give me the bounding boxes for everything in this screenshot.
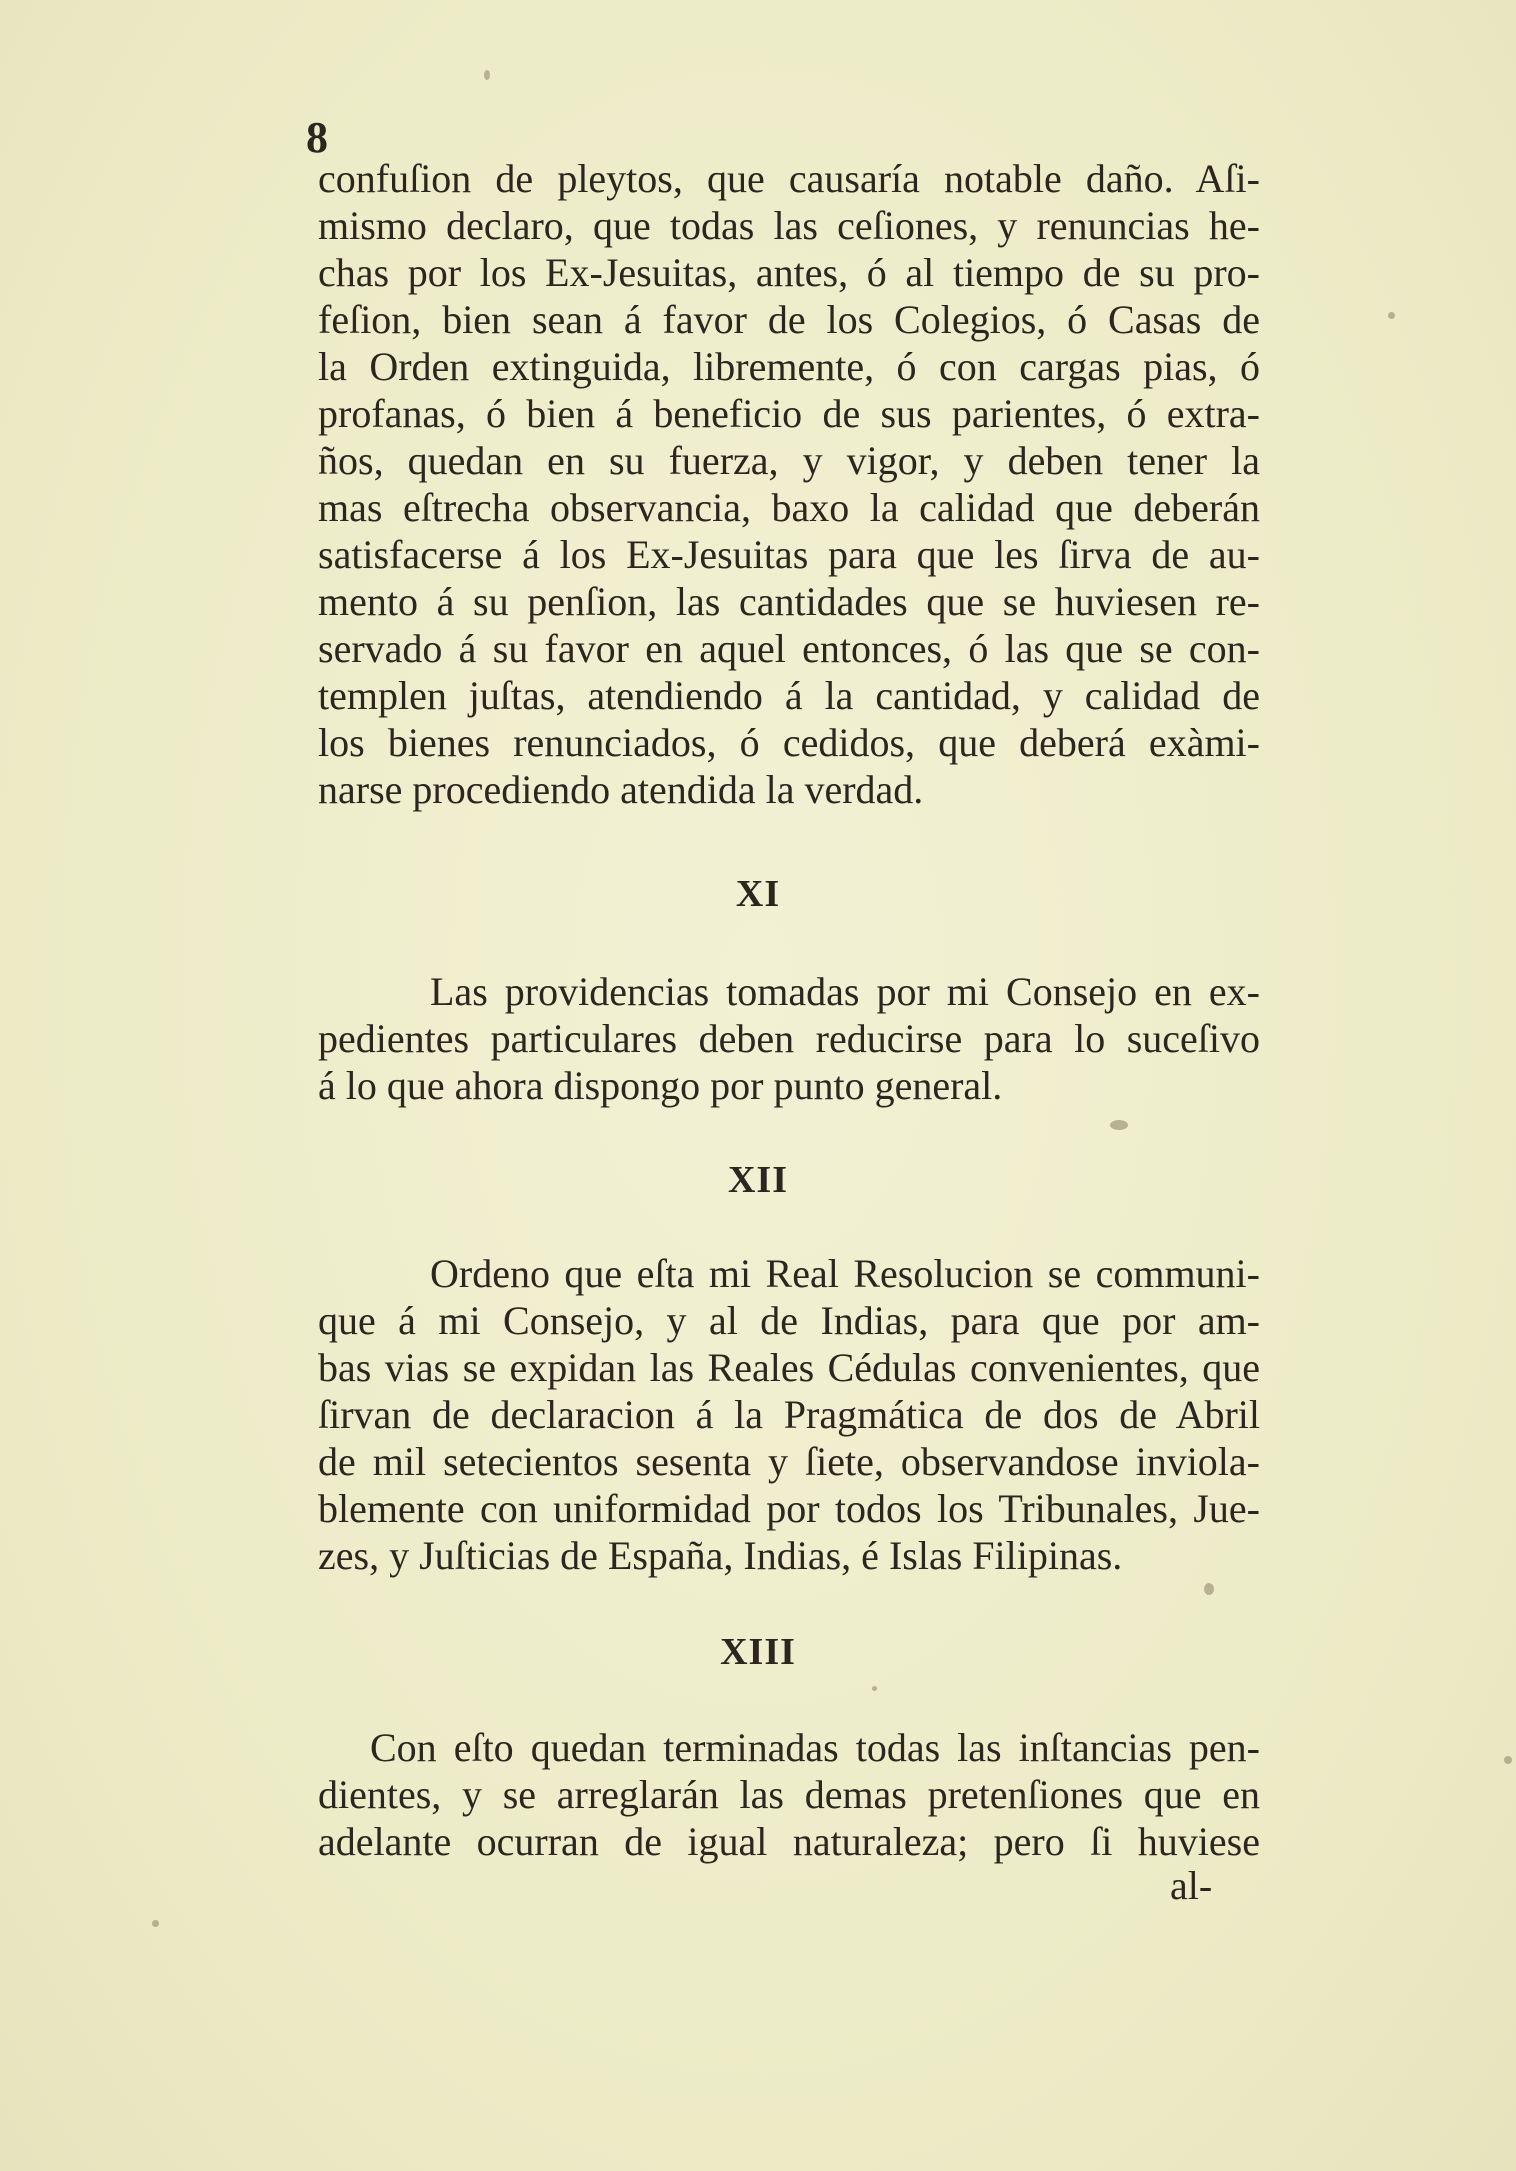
- text-line: profanas, ó bien á beneficio de sus parientes, ó extra-: [318, 391, 1260, 436]
- text-line: adelante ocurran de igual naturaleza; pero ſi huviese: [318, 1819, 1260, 1864]
- paper-speck: [1204, 1583, 1214, 1595]
- text-line: templen juſtas, atendiendo á la cantidad, y calidad de: [318, 673, 1260, 718]
- text-line: de mil setecientos sesenta y ſiete, observandose inviola-: [318, 1439, 1260, 1484]
- text-line: que á mi Consejo, y al de Indias, para que por am-: [318, 1298, 1260, 1343]
- text-line: Las providencias tomadas por mi Consejo en ex-: [430, 969, 1260, 1014]
- text-line: mismo declaro, que todas las ceſiones, y renuncias he-: [318, 203, 1260, 248]
- text-line: zes, y Juſticias de España, Indias, é Islas Filipinas.: [318, 1533, 1123, 1578]
- section-heading-xii: XII: [727, 1159, 789, 1201]
- section-heading-xiii: XIII: [720, 1631, 796, 1673]
- text-line: ños, quedan en su fuerza, y vigor, y deben tener la: [318, 438, 1260, 483]
- paper-speck: [872, 1686, 877, 1691]
- text-line: blemente con uniformidad por todos los Tribunales, Jue-: [318, 1486, 1260, 1531]
- text-line: dientes, y se arreglarán las demas pretenſiones que en: [318, 1772, 1260, 1817]
- text-line: satisfacerse á los Ex-Jesuitas para que les ſirva de au-: [318, 532, 1260, 577]
- text-line: á lo que ahora dispongo por punto general.: [318, 1063, 1003, 1108]
- text-line: pedientes particulares deben reducirse para lo suceſivo: [318, 1016, 1260, 1061]
- text-line: Ordeno que eſta mi Real Resolucion se communi-: [430, 1251, 1260, 1296]
- paper-speck: [1110, 1120, 1128, 1130]
- text-line: la Orden extinguida, libremente, ó con cargas pias, ó: [318, 344, 1260, 389]
- text-line: ſirvan de declaracion á la Pragmática de dos de Abril: [318, 1392, 1260, 1437]
- text-line: Con eſto quedan terminadas todas las inſtancias pen-: [370, 1725, 1260, 1770]
- paragraph-1: [318, 155, 1260, 813]
- text-line: servado á su favor en aquel entonces, ó las que se con-: [318, 626, 1260, 671]
- text-line: mas eſtrecha observancia, baxo la calidad que deberán: [318, 485, 1260, 530]
- paragraph-3: [318, 1250, 1260, 1579]
- text-line: chas por los Ex-Jesuitas, antes, ó al tiempo de su pro-: [318, 250, 1260, 295]
- section-heading-xi: XI: [735, 873, 781, 915]
- paragraph-2: [318, 968, 1260, 1109]
- paragraph-4: [318, 1724, 1260, 1865]
- paper-speck: [1504, 1756, 1512, 1764]
- text-line: feſion, bien sean á favor de los Colegios, ó Casas de: [318, 297, 1260, 342]
- paper-speck: [1388, 312, 1395, 319]
- text-line: narse procediendo atendida la verdad.: [318, 767, 924, 812]
- text-line: bas vias se expidan las Reales Cédulas convenientes, que: [318, 1345, 1260, 1390]
- paper-speck: [152, 1920, 159, 1927]
- text-line: mento á su penſion, las cantidades que se huviesen re-: [318, 579, 1260, 624]
- page-number: 8: [306, 113, 328, 162]
- catchword: al-: [1170, 1863, 1213, 1908]
- text-line: confuſion de pleytos, que causaría notable daño. Aſi-: [318, 156, 1260, 201]
- paper-speck: [484, 70, 490, 80]
- text-line: los bienes renunciados, ó cedidos, que deberá exàmi-: [318, 720, 1260, 765]
